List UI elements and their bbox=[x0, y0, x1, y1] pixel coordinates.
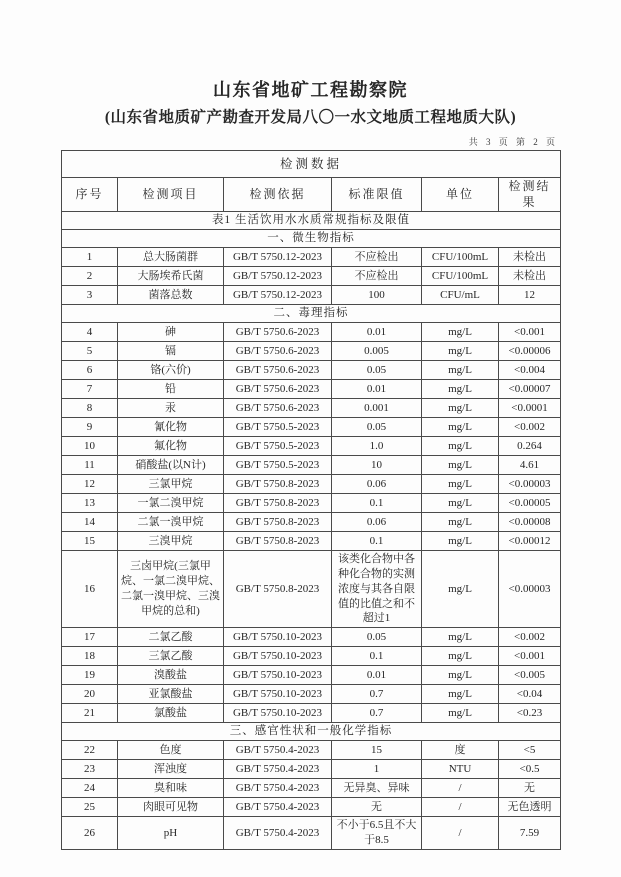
method-cell: GB/T 5750.10-2023 bbox=[224, 647, 332, 666]
result-cell: 未检出 bbox=[499, 267, 561, 286]
item-cell: 氟化物 bbox=[118, 437, 224, 456]
org-title: 山东省地矿工程勘察院 bbox=[213, 80, 408, 100]
table-row bbox=[62, 685, 561, 704]
limit-cell: 0.06 bbox=[332, 513, 422, 532]
row-no-cell: 12 bbox=[62, 475, 118, 494]
section-header: 三、感官性状和一般化学指标 bbox=[62, 723, 561, 741]
row-no-cell: 25 bbox=[62, 798, 118, 817]
item-cell: 氰化物 bbox=[118, 418, 224, 437]
item-cell: 一氯二溴甲烷 bbox=[118, 494, 224, 513]
row-no-cell: 23 bbox=[62, 760, 118, 779]
item-cell: 砷 bbox=[118, 323, 224, 342]
result-cell: 4.61 bbox=[499, 456, 561, 475]
limit-cell: 0.1 bbox=[332, 494, 422, 513]
result-cell: <0.00006 bbox=[499, 342, 561, 361]
table-row bbox=[62, 380, 561, 399]
table-row bbox=[62, 323, 561, 342]
unit-cell: 度 bbox=[422, 741, 499, 760]
result-cell: <0.00003 bbox=[499, 551, 561, 628]
table-row bbox=[62, 817, 561, 850]
item-cell: 溴酸盐 bbox=[118, 666, 224, 685]
limit-cell: 不应检出 bbox=[332, 267, 422, 286]
table-row bbox=[62, 248, 561, 267]
unit-cell: CFU/100mL bbox=[422, 248, 499, 267]
unit-cell: mg/L bbox=[422, 323, 499, 342]
table-row bbox=[62, 704, 561, 723]
limit-cell: 无异臭、异味 bbox=[332, 779, 422, 798]
method-cell: GB/T 5750.12-2023 bbox=[224, 248, 332, 267]
org-subtitle: (山东省地质矿产勘查开发局八〇一水文地质工程地质大队) bbox=[104, 109, 517, 126]
limit-cell: 0.01 bbox=[332, 380, 422, 399]
method-cell: GB/T 5750.12-2023 bbox=[224, 267, 332, 286]
method-cell: GB/T 5750.4-2023 bbox=[224, 760, 332, 779]
limit-cell: 0.06 bbox=[332, 475, 422, 494]
unit-cell: mg/L bbox=[422, 647, 499, 666]
table-row bbox=[62, 286, 561, 305]
unit-cell: mg/L bbox=[422, 380, 499, 399]
result-cell: 无色透明 bbox=[499, 798, 561, 817]
result-cell: 12 bbox=[499, 286, 561, 305]
row-no-cell: 21 bbox=[62, 704, 118, 723]
unit-cell: CFU/mL bbox=[422, 286, 499, 305]
column-header: 检测依据 bbox=[224, 178, 332, 212]
unit-cell: mg/L bbox=[422, 704, 499, 723]
table-row bbox=[62, 399, 561, 418]
table-body bbox=[62, 212, 561, 850]
item-cell: 硝酸盐(以N计) bbox=[118, 456, 224, 475]
unit-cell: mg/L bbox=[422, 513, 499, 532]
section-header-row bbox=[62, 230, 561, 248]
method-cell: GB/T 5750.8-2023 bbox=[224, 532, 332, 551]
result-cell: <0.001 bbox=[499, 323, 561, 342]
row-no-cell: 24 bbox=[62, 779, 118, 798]
row-no-cell: 22 bbox=[62, 741, 118, 760]
item-cell: 总大肠菌群 bbox=[118, 248, 224, 267]
limit-cell: 不应检出 bbox=[332, 248, 422, 267]
method-cell: GB/T 5750.10-2023 bbox=[224, 685, 332, 704]
limit-cell: 0.7 bbox=[332, 685, 422, 704]
method-cell: GB/T 5750.6-2023 bbox=[224, 323, 332, 342]
limit-cell: 0.001 bbox=[332, 399, 422, 418]
method-cell: GB/T 5750.12-2023 bbox=[224, 286, 332, 305]
section-header-row bbox=[62, 723, 561, 741]
result-cell: <0.00007 bbox=[499, 380, 561, 399]
result-cell: <0.00003 bbox=[499, 475, 561, 494]
limit-cell: 该类化合物中各种化合物的实测浓度与其各自限值的比值之和不超过1 bbox=[332, 551, 422, 628]
table-row bbox=[62, 513, 561, 532]
table-caption: 表1 生活饮用水水质常规指标及限值 bbox=[62, 212, 561, 230]
unit-cell: NTU bbox=[422, 760, 499, 779]
row-no-cell: 6 bbox=[62, 361, 118, 380]
table-row bbox=[62, 666, 561, 685]
unit-cell: mg/L bbox=[422, 399, 499, 418]
item-cell: 氯酸盐 bbox=[118, 704, 224, 723]
result-cell: <0.23 bbox=[499, 704, 561, 723]
result-cell: <0.5 bbox=[499, 760, 561, 779]
method-cell: GB/T 5750.8-2023 bbox=[224, 513, 332, 532]
table-row bbox=[62, 418, 561, 437]
result-cell: <0.002 bbox=[499, 418, 561, 437]
result-cell: <0.002 bbox=[499, 628, 561, 647]
item-cell: 二氯一溴甲烷 bbox=[118, 513, 224, 532]
result-cell: <5 bbox=[499, 741, 561, 760]
item-cell: 亚氯酸盐 bbox=[118, 685, 224, 704]
table-title: 检测数据 bbox=[62, 151, 561, 178]
column-header: 序号 bbox=[62, 178, 118, 212]
method-cell: GB/T 5750.10-2023 bbox=[224, 628, 332, 647]
method-cell: GB/T 5750.4-2023 bbox=[224, 741, 332, 760]
row-no-cell: 14 bbox=[62, 513, 118, 532]
method-cell: GB/T 5750.8-2023 bbox=[224, 475, 332, 494]
method-cell: GB/T 5750.5-2023 bbox=[224, 437, 332, 456]
item-cell: 菌落总数 bbox=[118, 286, 224, 305]
method-cell: GB/T 5750.5-2023 bbox=[224, 456, 332, 475]
table-row bbox=[62, 647, 561, 666]
item-cell: 三氯甲烷 bbox=[118, 475, 224, 494]
unit-cell: mg/L bbox=[422, 494, 499, 513]
page-marker: 共 3 页 第 2 页 bbox=[468, 137, 558, 147]
section-header: 二、毒理指标 bbox=[62, 305, 561, 323]
row-no-cell: 18 bbox=[62, 647, 118, 666]
row-no-cell: 16 bbox=[62, 551, 118, 628]
test-data-table bbox=[61, 150, 561, 850]
row-no-cell: 13 bbox=[62, 494, 118, 513]
unit-cell: mg/L bbox=[422, 551, 499, 628]
result-cell: <0.00008 bbox=[499, 513, 561, 532]
unit-cell: mg/L bbox=[422, 628, 499, 647]
method-cell: GB/T 5750.6-2023 bbox=[224, 342, 332, 361]
table-row bbox=[62, 456, 561, 475]
row-no-cell: 3 bbox=[62, 286, 118, 305]
limit-cell: 100 bbox=[332, 286, 422, 305]
item-cell: 三氯乙酸 bbox=[118, 647, 224, 666]
section-header: 一、微生物指标 bbox=[62, 230, 561, 248]
unit-cell: mg/L bbox=[422, 342, 499, 361]
table-row bbox=[62, 361, 561, 380]
row-no-cell: 8 bbox=[62, 399, 118, 418]
unit-cell: CFU/100mL bbox=[422, 267, 499, 286]
result-cell: 无 bbox=[499, 779, 561, 798]
result-cell: 未检出 bbox=[499, 248, 561, 267]
limit-cell: 0.7 bbox=[332, 704, 422, 723]
method-cell: GB/T 5750.8-2023 bbox=[224, 551, 332, 628]
unit-cell: mg/L bbox=[422, 532, 499, 551]
table-row bbox=[62, 760, 561, 779]
row-no-cell: 2 bbox=[62, 267, 118, 286]
row-no-cell: 7 bbox=[62, 380, 118, 399]
result-cell: <0.04 bbox=[499, 685, 561, 704]
table-row bbox=[62, 741, 561, 760]
method-cell: GB/T 5750.4-2023 bbox=[224, 817, 332, 850]
table-row bbox=[62, 267, 561, 286]
item-cell: 三卤甲烷(三氯甲烷、一氯二溴甲烷、二氯一溴甲烷、三溴甲烷的总和) bbox=[118, 551, 224, 628]
row-no-cell: 17 bbox=[62, 628, 118, 647]
limit-cell: 0.05 bbox=[332, 361, 422, 380]
table-row bbox=[62, 475, 561, 494]
item-cell: 色度 bbox=[118, 741, 224, 760]
item-cell: 肉眼可见物 bbox=[118, 798, 224, 817]
row-no-cell: 5 bbox=[62, 342, 118, 361]
unit-cell: mg/L bbox=[422, 418, 499, 437]
column-header: 标准限值 bbox=[332, 178, 422, 212]
result-cell: <0.005 bbox=[499, 666, 561, 685]
table-caption-row bbox=[62, 212, 561, 230]
method-cell: GB/T 5750.6-2023 bbox=[224, 361, 332, 380]
item-cell: 汞 bbox=[118, 399, 224, 418]
column-header-row bbox=[62, 178, 561, 212]
row-no-cell: 20 bbox=[62, 685, 118, 704]
limit-cell: 0.05 bbox=[332, 418, 422, 437]
row-no-cell: 1 bbox=[62, 248, 118, 267]
result-cell: 7.59 bbox=[499, 817, 561, 850]
limit-cell: 0.005 bbox=[332, 342, 422, 361]
limit-cell: 0.05 bbox=[332, 628, 422, 647]
limit-cell: 0.01 bbox=[332, 323, 422, 342]
row-no-cell: 10 bbox=[62, 437, 118, 456]
result-cell: <0.00005 bbox=[499, 494, 561, 513]
method-cell: GB/T 5750.4-2023 bbox=[224, 798, 332, 817]
item-cell: 三溴甲烷 bbox=[118, 532, 224, 551]
limit-cell: 0.1 bbox=[332, 647, 422, 666]
limit-cell: 1 bbox=[332, 760, 422, 779]
limit-cell: 0.01 bbox=[332, 666, 422, 685]
table-row bbox=[62, 798, 561, 817]
method-cell: GB/T 5750.4-2023 bbox=[224, 779, 332, 798]
method-cell: GB/T 5750.5-2023 bbox=[224, 418, 332, 437]
row-no-cell: 26 bbox=[62, 817, 118, 850]
item-cell: 臭和味 bbox=[118, 779, 224, 798]
limit-cell: 不小于6.5且不大于8.5 bbox=[332, 817, 422, 850]
item-cell: 大肠埃希氏菌 bbox=[118, 267, 224, 286]
limit-cell: 10 bbox=[332, 456, 422, 475]
unit-cell: mg/L bbox=[422, 666, 499, 685]
table-row bbox=[62, 779, 561, 798]
method-cell: GB/T 5750.6-2023 bbox=[224, 399, 332, 418]
result-cell: <0.0001 bbox=[499, 399, 561, 418]
result-cell: <0.001 bbox=[499, 647, 561, 666]
row-no-cell: 11 bbox=[62, 456, 118, 475]
row-no-cell: 19 bbox=[62, 666, 118, 685]
unit-cell: / bbox=[422, 779, 499, 798]
unit-cell: mg/L bbox=[422, 361, 499, 380]
section-header-row bbox=[62, 305, 561, 323]
table-wrap bbox=[61, 135, 560, 850]
result-cell: <0.00012 bbox=[499, 532, 561, 551]
method-cell: GB/T 5750.6-2023 bbox=[224, 380, 332, 399]
column-header: 检测结果 bbox=[499, 178, 561, 212]
item-cell: 铬(六价) bbox=[118, 361, 224, 380]
unit-cell: / bbox=[422, 817, 499, 850]
unit-cell: mg/L bbox=[422, 685, 499, 704]
table-row bbox=[62, 628, 561, 647]
limit-cell: 无 bbox=[332, 798, 422, 817]
item-cell: 镉 bbox=[118, 342, 224, 361]
table-title-row bbox=[62, 151, 561, 178]
table-row bbox=[62, 551, 561, 628]
table-row bbox=[62, 342, 561, 361]
result-cell: <0.004 bbox=[499, 361, 561, 380]
table-row bbox=[62, 532, 561, 551]
unit-cell: mg/L bbox=[422, 437, 499, 456]
item-cell: pH bbox=[118, 817, 224, 850]
unit-cell: mg/L bbox=[422, 475, 499, 494]
item-cell: 二氯乙酸 bbox=[118, 628, 224, 647]
table-row bbox=[62, 437, 561, 456]
method-cell: GB/T 5750.10-2023 bbox=[224, 704, 332, 723]
limit-cell: 1.0 bbox=[332, 437, 422, 456]
row-no-cell: 9 bbox=[62, 418, 118, 437]
column-header: 单位 bbox=[422, 178, 499, 212]
row-no-cell: 15 bbox=[62, 532, 118, 551]
limit-cell: 15 bbox=[332, 741, 422, 760]
row-no-cell: 4 bbox=[62, 323, 118, 342]
table-row bbox=[62, 494, 561, 513]
item-cell: 铅 bbox=[118, 380, 224, 399]
method-cell: GB/T 5750.10-2023 bbox=[224, 666, 332, 685]
item-cell: 浑浊度 bbox=[118, 760, 224, 779]
unit-cell: mg/L bbox=[422, 456, 499, 475]
column-header: 检测项目 bbox=[118, 178, 224, 212]
method-cell: GB/T 5750.8-2023 bbox=[224, 494, 332, 513]
limit-cell: 0.1 bbox=[332, 532, 422, 551]
unit-cell: / bbox=[422, 798, 499, 817]
result-cell: 0.264 bbox=[499, 437, 561, 456]
